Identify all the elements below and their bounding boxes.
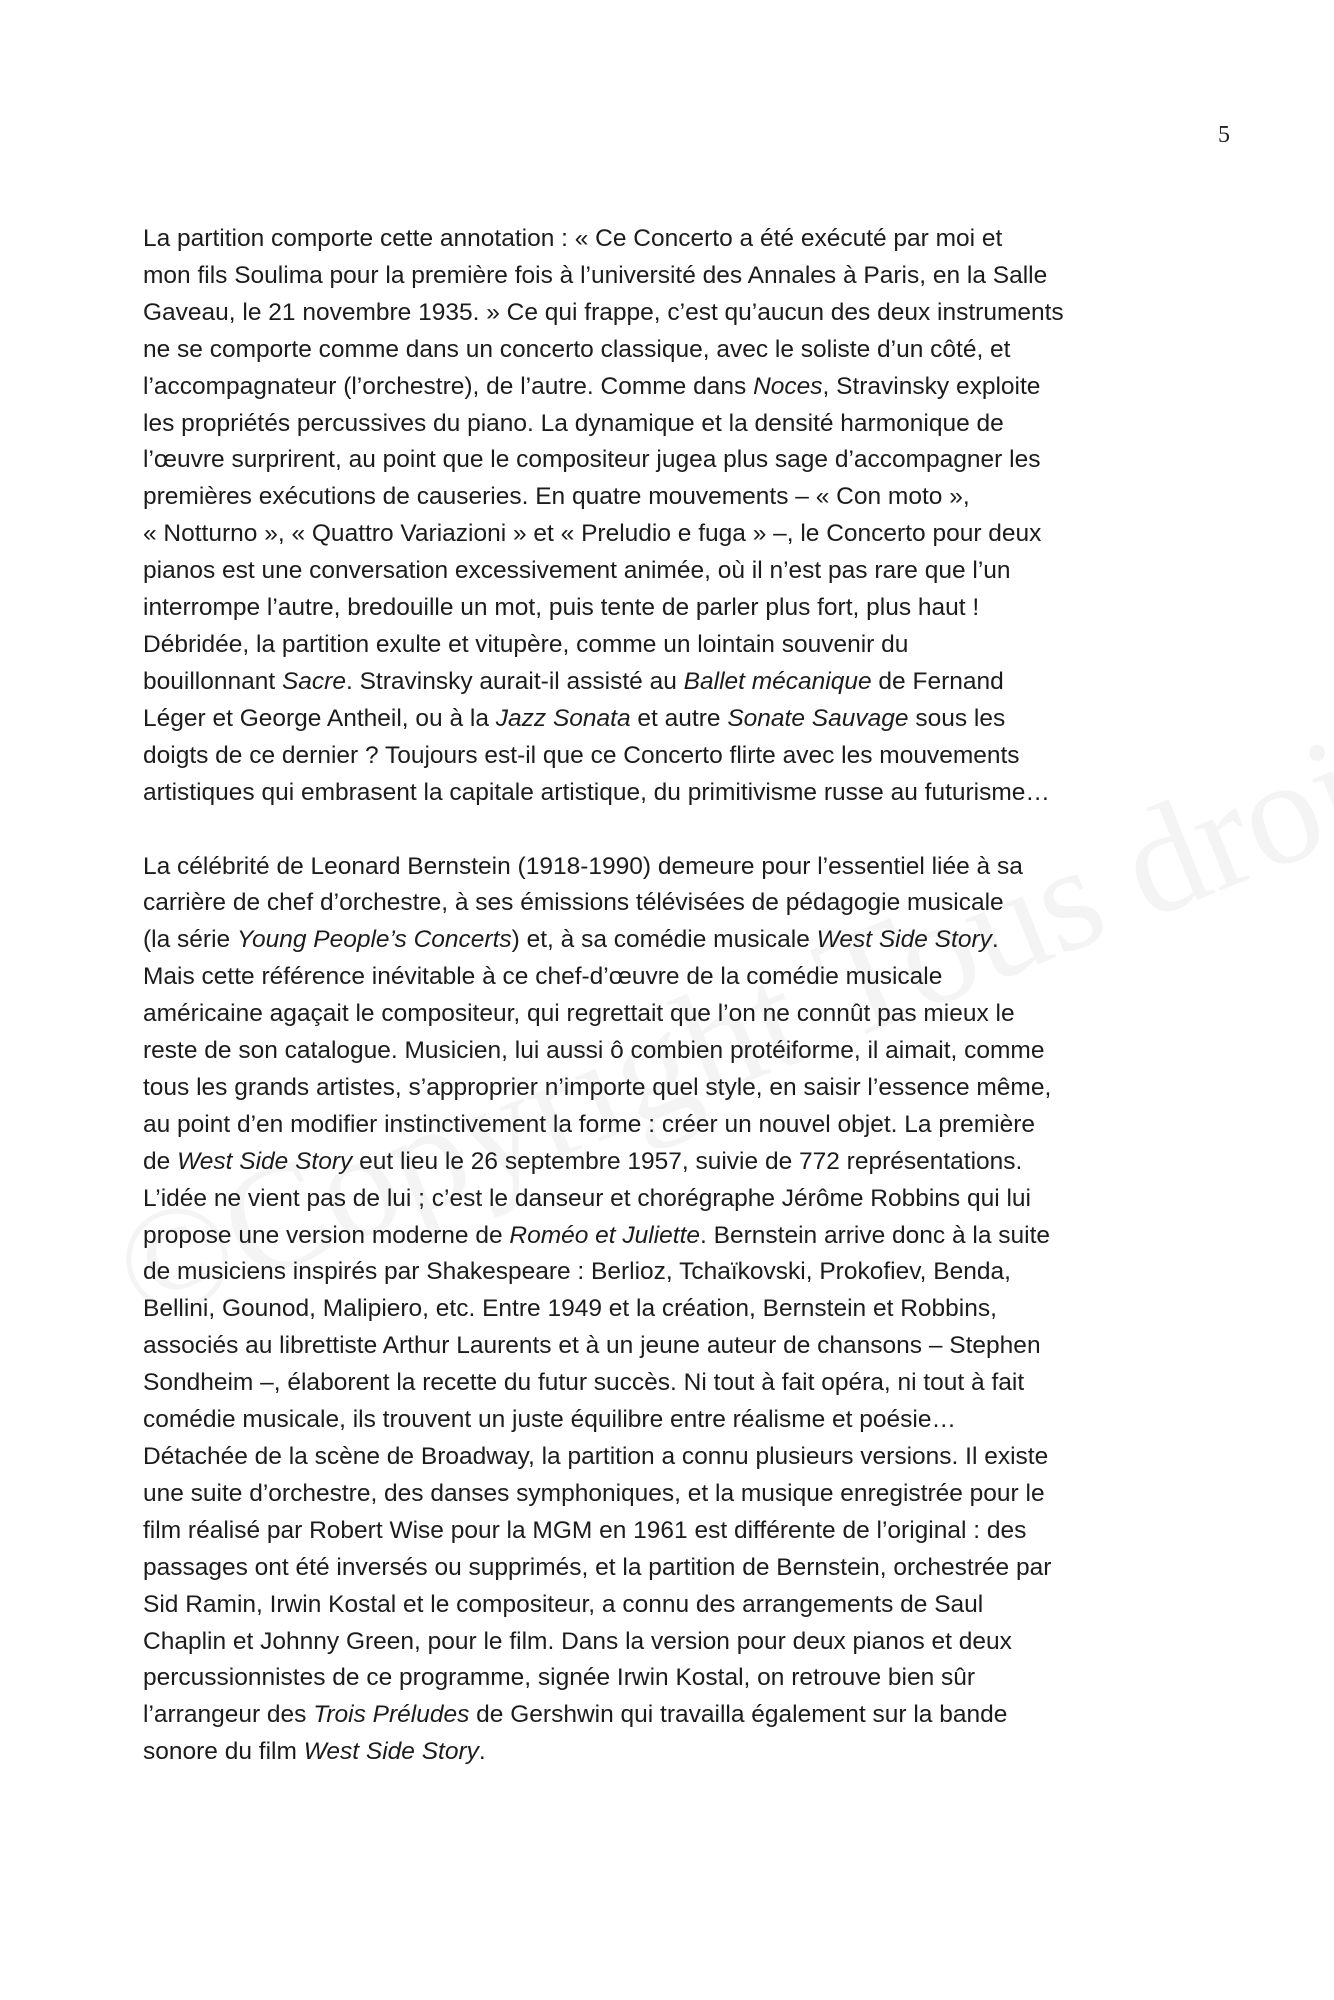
text-line — [143, 1218, 1193, 1255]
text-line — [143, 1254, 1193, 1291]
text-segment: de — [143, 1147, 178, 1175]
text-segment: de Gershwin qui travailla également sur la bande — [469, 1701, 1008, 1729]
text-segment: L’idée ne vient pas de lui ; c’est le danseur et chorégraphe Jérôme Robbins qui lui — [143, 1184, 1031, 1212]
text-segment: . Stravinsky aurait-il assisté au — [345, 667, 684, 695]
text-line — [143, 258, 1193, 295]
text-line — [143, 959, 1193, 996]
text-segment: . — [991, 926, 999, 954]
text-segment: doigts de ce dernier ? Toujours est-il que ce Concerto flirte avec les mouvements — [143, 741, 1020, 769]
text-segment: carrière de chef d’orchestre, à ses émissions télévisées de pédagogie musicale — [143, 889, 1004, 917]
text-segment: . Bernstein arrive donc à la suite — [700, 1221, 1051, 1249]
text-segment: artistiques qui embrasent la capitale artistique, du primitivisme russe au futurisme… — [143, 778, 1050, 806]
text-segment: bouillonnant — [143, 667, 282, 695]
italic-title: Sacre — [281, 667, 346, 695]
text-segment: Gaveau, le 21 novembre 1935. » Ce qui frappe, c’est qu’aucun des deux instruments — [143, 298, 1064, 326]
italic-title: Young People’s Concerts — [236, 926, 512, 954]
text-segment: interrompe l’autre, bredouille un mot, puis tente de parler plus fort, plus haut ! — [143, 594, 980, 622]
article-body — [143, 221, 1193, 1771]
text-segment: eut lieu le 26 septembre 1957, suivie de 772 représentations. — [352, 1147, 1023, 1175]
text-segment: une suite d’orchestre, des danses symphoniques, et la musique enregistrée pour le — [143, 1479, 1045, 1507]
text-line — [143, 1513, 1193, 1550]
text-line — [143, 1365, 1193, 1402]
text-line — [143, 1328, 1193, 1365]
italic-title: Roméo et Juliette — [509, 1221, 701, 1249]
text-line — [143, 590, 1193, 627]
text-line — [143, 1144, 1193, 1181]
text-line — [143, 1550, 1193, 1587]
text-segment: passages ont été inversés ou supprimés, et la partition de Bernstein, orchestrée par — [143, 1553, 1052, 1581]
text-line — [143, 1439, 1193, 1476]
text-segment: propose une version moderne de — [143, 1221, 510, 1249]
text-line — [143, 1587, 1193, 1624]
paragraph-gap — [143, 812, 1193, 849]
italic-title: Trois Préludes — [313, 1701, 470, 1729]
italic-title: Noces — [753, 372, 823, 400]
text-segment: au point d’en modifier instinctivement la forme : créer un nouvel objet. La première — [143, 1110, 1035, 1138]
text-segment: Sondheim –, élaborent la recette du futur succès. Ni tout à fait opéra, ni tout à fait — [143, 1369, 1025, 1397]
text-line — [143, 516, 1193, 553]
page-number: 5 — [1218, 122, 1230, 148]
italic-title: Sonate Sauvage — [727, 704, 909, 732]
text-line — [143, 1697, 1193, 1734]
text-line — [143, 1033, 1193, 1070]
text-segment: les propriétés percussives du piano. La dynamique et la densité harmonique de — [143, 409, 1004, 437]
text-line — [143, 442, 1193, 479]
text-segment: ) et, à sa comédie musicale — [511, 926, 817, 954]
text-segment: sonore du film — [143, 1738, 304, 1766]
italic-title: West Side Story — [816, 926, 992, 954]
text-line — [143, 332, 1193, 369]
text-segment: l’accompagnateur (l’orchestre), de l’autre. Comme dans — [143, 372, 754, 400]
text-segment: mon fils Soulima pour la première fois à l’université des Annales à Paris, en la Salle — [143, 261, 1048, 289]
text-line — [143, 406, 1193, 443]
text-segment: sous les — [908, 704, 1006, 732]
text-line — [143, 1181, 1193, 1218]
text-segment: tous les grands artistes, s’approprier n’importe quel style, en saisir l’essence même, — [143, 1073, 1052, 1101]
text-line — [143, 479, 1193, 516]
text-line — [143, 664, 1193, 701]
text-line — [143, 775, 1193, 812]
text-segment: pianos est une conversation excessivement animée, où il n’est pas rare que l’un — [143, 557, 1011, 585]
text-segment: comédie musicale, ils trouvent un juste équilibre entre réalisme et poésie… — [143, 1406, 956, 1434]
text-segment: percussionnistes de ce programme, signée Irwin Kostal, on retrouve bien sûr — [143, 1664, 976, 1692]
text-segment: Chaplin et Johnny Green, pour le film. Dans la version pour deux pianos et deux — [143, 1627, 1012, 1655]
text-line — [143, 849, 1193, 886]
text-segment: Sid Ramin, Irwin Kostal et le compositeur, a connu des arrangements de Saul — [143, 1590, 984, 1618]
text-segment: . — [478, 1738, 486, 1766]
text-line — [143, 996, 1193, 1033]
text-line — [143, 885, 1193, 922]
text-segment: l’arrangeur des — [143, 1701, 314, 1729]
text-segment: Débridée, la partition exulte et vitupère, comme un lointain souvenir du — [143, 630, 909, 658]
text-segment: de musiciens inspirés par Shakespeare : Berlioz, Tchaïkovski, Prokofiev, Benda, — [143, 1258, 1011, 1286]
text-segment: premières exécutions de causeries. En quatre mouvements – « Con moto », — [143, 483, 970, 511]
text-segment: « Notturno », « Quattro Variazioni » et « Preludio e fuga » –, le Concerto pour deux — [143, 520, 1042, 548]
text-segment: film réalisé par Robert Wise pour la MGM en 1961 est différente de l’original : des — [143, 1516, 1027, 1544]
text-segment: de Fernand — [871, 667, 1004, 695]
text-segment: , Stravinsky exploite — [822, 372, 1041, 400]
text-line — [143, 1070, 1193, 1107]
text-segment: Mais cette référence inévitable à ce chef-d’œuvre de la comédie musicale — [143, 963, 943, 991]
text-segment: et autre — [630, 704, 728, 732]
text-line — [143, 553, 1193, 590]
text-line — [143, 922, 1193, 959]
text-segment: reste de son catalogue. Musicien, lui aussi ô combien protéiforme, il aimait, comme — [143, 1037, 1045, 1065]
text-segment: associés au librettiste Arthur Laurents et à un jeune auteur de chansons – Stephen — [143, 1332, 1041, 1360]
text-line — [143, 1107, 1193, 1144]
text-line — [143, 295, 1193, 332]
text-line — [143, 1476, 1193, 1513]
italic-title: Jazz Sonata — [495, 704, 631, 732]
text-segment: La célébrité de Leonard Bernstein (1918-1990) demeure pour l’essentiel liée à sa — [143, 852, 1023, 880]
text-line — [143, 1291, 1193, 1328]
text-segment: La partition comporte cette annotation : « Ce Concerto a été exécuté par moi et — [143, 225, 1003, 252]
text-line — [143, 1624, 1193, 1661]
text-segment: Léger et George Antheil, ou à la — [143, 704, 496, 732]
text-line — [143, 369, 1193, 406]
text-segment: Bellini, Gounod, Malipiero, etc. Entre 1949 et la création, Bernstein et Robbins, — [143, 1295, 997, 1323]
text-line — [143, 1660, 1193, 1697]
text-segment: ne se comporte comme dans un concerto classique, avec le soliste d’un côté, et — [143, 335, 1011, 363]
text-line — [143, 1734, 1193, 1771]
text-segment: l’œuvre surprirent, au point que le compositeur jugea plus sage d’accompagner les — [143, 446, 1041, 474]
text-line — [143, 1402, 1193, 1439]
text-segment: Détachée de la scène de Broadway, la partition a connu plusieurs versions. Il existe — [143, 1443, 1049, 1470]
paragraph-2 — [143, 849, 1193, 1772]
italic-title: West Side Story — [177, 1147, 353, 1175]
text-line — [143, 701, 1193, 738]
paragraph-1 — [143, 221, 1193, 812]
text-segment: américaine agaçait le compositeur, qui regrettait que l’on ne connût pas mieux le — [143, 1000, 1015, 1028]
italic-title: Ballet mécanique — [683, 667, 872, 695]
text-segment: (la série — [143, 926, 237, 954]
text-line — [143, 627, 1193, 664]
text-line — [143, 221, 1193, 258]
text-line — [143, 738, 1193, 775]
italic-title: West Side Story — [303, 1738, 479, 1766]
